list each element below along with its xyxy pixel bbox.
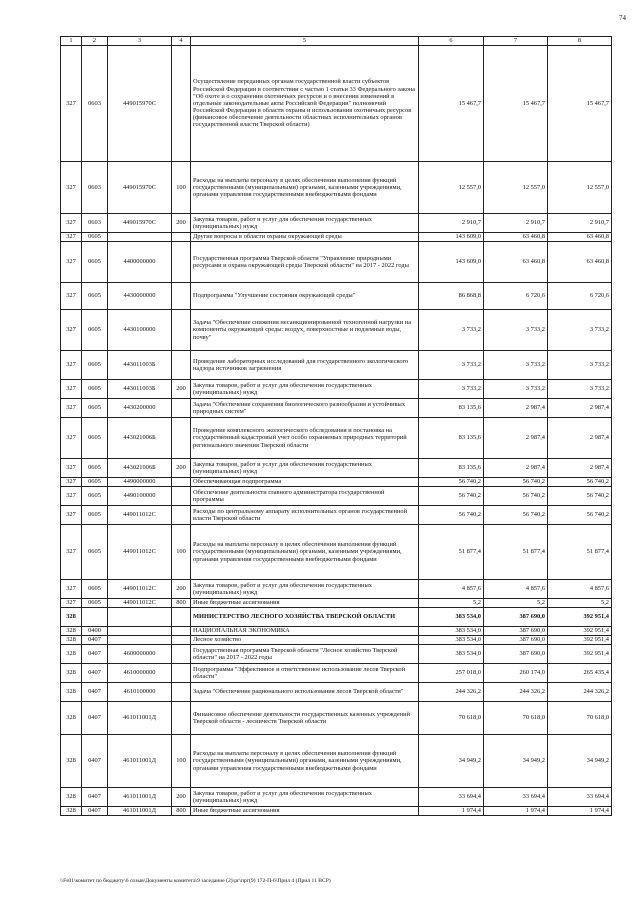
amount-year3-cell: 392 951,4 — [548, 627, 612, 636]
amount-year1-cell: 244 326,2 — [419, 683, 484, 702]
ved-code-cell: 328 — [61, 664, 82, 683]
expense-type-cell — [172, 487, 191, 506]
amount-year1-cell: 34 949,2 — [419, 735, 484, 788]
expense-type-cell: 100 — [172, 162, 191, 214]
amount-year3-cell: 15 467,7 — [548, 46, 612, 162]
section-code-cell: 0407 — [82, 702, 108, 735]
section-code-cell: 0605 — [82, 478, 108, 487]
amount-year2-cell: 12 557,0 — [484, 162, 548, 214]
amount-year2-cell: 387 690,0 — [484, 627, 548, 636]
target-article-cell: 461011001Д — [108, 807, 172, 816]
amount-year3-cell: 56 740,2 — [548, 487, 612, 506]
target-article-cell: 4400000000 — [108, 242, 172, 283]
target-article-cell: 443021006Б — [108, 459, 172, 478]
section-code-cell: 0605 — [82, 506, 108, 525]
description-cell: Подпрограмма "Эффективное и ответственное использование лесов Тверской области" — [191, 664, 419, 683]
expense-type-cell — [172, 310, 191, 351]
table-row — [61, 351, 612, 380]
amount-year2-cell: 63 460,8 — [484, 233, 548, 242]
ved-code-cell: 327 — [61, 46, 82, 162]
expense-type-cell — [172, 506, 191, 525]
description-cell: Закупка товаров, работ и услуг для обеспечения государственных (муниципальных) нужд — [191, 459, 419, 478]
section-code-cell: 0605 — [82, 283, 108, 310]
table-row — [61, 683, 612, 702]
amount-year2-cell: 63 460,8 — [484, 242, 548, 283]
expense-type-cell — [172, 702, 191, 735]
description-cell: Закупка товаров, работ и услуг для обеспечения государственных (муниципальных) нужд — [191, 788, 419, 807]
amount-year1-cell: 83 135,6 — [419, 399, 484, 418]
table-row — [61, 380, 612, 399]
page-number: 74 — [619, 14, 626, 22]
expense-type-cell: 100 — [172, 525, 191, 580]
amount-year2-cell: 4 857,6 — [484, 580, 548, 599]
table-row — [61, 636, 612, 645]
amount-year3-cell: 1 974,4 — [548, 807, 612, 816]
column-header: 5 — [191, 37, 419, 46]
expense-type-cell — [172, 233, 191, 242]
table-row — [61, 599, 612, 608]
expense-type-cell — [172, 636, 191, 645]
amount-year3-cell: 3 733,2 — [548, 380, 612, 399]
amount-year2-cell: 56 740,2 — [484, 478, 548, 487]
target-article-cell: 443021006Б — [108, 418, 172, 459]
amount-year1-cell: 56 740,2 — [419, 506, 484, 525]
description-cell: Лесное хозяйство — [191, 636, 419, 645]
description-cell: Расходы на выплаты персоналу в целях обеспечения выполнения функций государственными (муниципальными) органами, казенными учреждениями, органами управления государственными внебюджетными фондами — [191, 735, 419, 788]
target-article-cell: 4490000000 — [108, 478, 172, 487]
amount-year2-cell: 15 467,7 — [484, 46, 548, 162]
amount-year3-cell: 70 618,0 — [548, 702, 612, 735]
table-row — [61, 283, 612, 310]
amount-year3-cell: 2 910,7 — [548, 214, 612, 233]
ved-code-cell: 328 — [61, 702, 82, 735]
expense-type-cell: 200 — [172, 214, 191, 233]
table-row — [61, 214, 612, 233]
description-cell: Расходы на выплаты персоналу в целях обеспечения выполнения функций государственными (муниципальными) органами, казенными учреждениями, органами управления государственными внебюджетными фондами — [191, 162, 419, 214]
section-code-cell: 0407 — [82, 645, 108, 664]
table-row — [61, 46, 612, 162]
section-code-cell: 0605 — [82, 418, 108, 459]
table-row — [61, 807, 612, 816]
table-row — [61, 418, 612, 459]
ved-code-cell: 327 — [61, 214, 82, 233]
description-cell: Обеспечение деятельности главного администратора государственной программы — [191, 487, 419, 506]
section-code-cell: 0407 — [82, 807, 108, 816]
amount-year3-cell: 6 720,6 — [548, 283, 612, 310]
description-cell: Иные бюджетные ассигнования — [191, 599, 419, 608]
amount-year1-cell: 5,2 — [419, 599, 484, 608]
ved-code-cell: 327 — [61, 233, 82, 242]
amount-year2-cell: 3 733,2 — [484, 310, 548, 351]
amount-year2-cell: 244 326,2 — [484, 683, 548, 702]
expense-type-cell: 200 — [172, 788, 191, 807]
amount-year3-cell: 2 987,4 — [548, 399, 612, 418]
amount-year2-cell: 6 720,6 — [484, 283, 548, 310]
target-article-cell: 4610000000 — [108, 664, 172, 683]
target-article-cell: 449015970С — [108, 162, 172, 214]
ved-code-cell: 327 — [61, 487, 82, 506]
column-header: 1 — [61, 37, 82, 46]
table-row — [61, 310, 612, 351]
amount-year1-cell: 3 733,2 — [419, 310, 484, 351]
amount-year2-cell: 70 618,0 — [484, 702, 548, 735]
amount-year3-cell: 56 740,2 — [548, 478, 612, 487]
expense-type-cell — [172, 627, 191, 636]
amount-year1-cell: 383 534,0 — [419, 608, 484, 627]
expense-type-cell — [172, 283, 191, 310]
column-header: 4 — [172, 37, 191, 46]
amount-year2-cell: 387 690,0 — [484, 645, 548, 664]
table-row — [61, 608, 612, 627]
budget-table — [60, 36, 612, 816]
ved-code-cell: 328 — [61, 636, 82, 645]
target-article-cell: 4430000000 — [108, 283, 172, 310]
amount-year1-cell: 257 018,0 — [419, 664, 484, 683]
expense-type-cell — [172, 608, 191, 627]
amount-year2-cell: 5,2 — [484, 599, 548, 608]
section-code-cell: 0407 — [82, 636, 108, 645]
amount-year3-cell: 2 987,4 — [548, 418, 612, 459]
table-row — [61, 735, 612, 788]
ved-code-cell: 327 — [61, 399, 82, 418]
section-code-cell: 0605 — [82, 310, 108, 351]
expense-type-cell: 800 — [172, 599, 191, 608]
description-cell: Финансовое обеспечение деятельности государственных казенных учреждений Тверской области - лесничеств Тверской области — [191, 702, 419, 735]
amount-year2-cell: 56 740,2 — [484, 487, 548, 506]
target-article-cell — [108, 636, 172, 645]
amount-year2-cell: 1 974,4 — [484, 807, 548, 816]
table-row — [61, 645, 612, 664]
amount-year1-cell: 83 135,6 — [419, 418, 484, 459]
amount-year1-cell: 3 733,2 — [419, 380, 484, 399]
target-article-cell: 4490100000 — [108, 487, 172, 506]
ved-code-cell: 327 — [61, 242, 82, 283]
ved-code-cell: 328 — [61, 735, 82, 788]
ved-code-cell: 327 — [61, 525, 82, 580]
amount-year2-cell: 2 987,4 — [484, 399, 548, 418]
section-code-cell: 0603 — [82, 46, 108, 162]
table-row — [61, 233, 612, 242]
expense-type-cell: 100 — [172, 735, 191, 788]
target-article-cell: 461011001Д — [108, 735, 172, 788]
section-code-cell: 0407 — [82, 735, 108, 788]
amount-year2-cell: 260 174,0 — [484, 664, 548, 683]
section-code-cell: 0605 — [82, 459, 108, 478]
amount-year1-cell: 86 868,8 — [419, 283, 484, 310]
target-article-cell: 449011012С — [108, 599, 172, 608]
amount-year3-cell: 33 694,4 — [548, 788, 612, 807]
ved-code-cell: 327 — [61, 380, 82, 399]
ved-code-cell: 327 — [61, 506, 82, 525]
expense-type-cell — [172, 478, 191, 487]
section-code-cell: 0605 — [82, 380, 108, 399]
description-cell: Государственная программа Тверской области "Управление природными ресурсами и охрана окружающей среды Тверской области" на 2017 - 2022 годы — [191, 242, 419, 283]
ved-code-cell: 327 — [61, 580, 82, 599]
table-row — [61, 788, 612, 807]
ved-code-cell: 327 — [61, 351, 82, 380]
amount-year1-cell: 383 534,0 — [419, 627, 484, 636]
target-article-cell: 449011012С — [108, 580, 172, 599]
ved-code-cell: 328 — [61, 683, 82, 702]
description-cell: Закупка товаров, работ и услуг для обеспечения государственных (муниципальных) нужд — [191, 580, 419, 599]
description-cell: Расходы по центральному аппарату исполнительных органов государственной власти Тверской области — [191, 506, 419, 525]
section-code-cell: 0603 — [82, 214, 108, 233]
ved-code-cell: 328 — [61, 627, 82, 636]
target-article-cell: 4610100000 — [108, 683, 172, 702]
section-code-cell: 0407 — [82, 683, 108, 702]
column-header: 2 — [82, 37, 108, 46]
footer-file-path: \\Fs01\комитет по бюджету\6 созыв\Документы комитета\9 заседание (2)\рг\прг(9) 172-П-6\Прил 4 (Прил 11 ВСР) — [60, 878, 331, 884]
description-cell: Задача "Обеспечение сохранения биологического разнообразия и устойчивых природных систем" — [191, 399, 419, 418]
amount-year3-cell: 34 949,2 — [548, 735, 612, 788]
description-cell: Закупка товаров, работ и услуг для обеспечения государственных (муниципальных) нужд — [191, 214, 419, 233]
description-cell: Обеспечивающая подпрограмма — [191, 478, 419, 487]
ved-code-cell: 327 — [61, 162, 82, 214]
ved-code-cell: 327 — [61, 418, 82, 459]
target-article-cell: 443011003Б — [108, 351, 172, 380]
column-header: 6 — [419, 37, 484, 46]
amount-year3-cell: 3 733,2 — [548, 310, 612, 351]
description-cell: Задача "Обеспечение рационального использования лесов Тверской области" — [191, 683, 419, 702]
amount-year1-cell: 70 618,0 — [419, 702, 484, 735]
table-row — [61, 702, 612, 735]
target-article-cell: 449015970С — [108, 46, 172, 162]
section-code-cell: 0605 — [82, 599, 108, 608]
section-code-cell: 0603 — [82, 162, 108, 214]
description-cell: Осуществление переданных органам государственной власти субъектов Российской Федерации в соответствии с частью 1 статьи 33 Федерального закона "Об охоте и о сохранении охотничьих ресурсов и о внесении изменений в отдельные законодательные акты Российской Федерации" полномочий Российской Федерации в области охраны и использования охотничьих ресурсов (финансовое обеспечение деятельности областных исполнительных органов государственной власти Тверской области) — [191, 46, 419, 162]
expense-type-cell: 200 — [172, 580, 191, 599]
amount-year1-cell: 51 877,4 — [419, 525, 484, 580]
target-article-cell: 4430100000 — [108, 310, 172, 351]
section-code-cell: 0407 — [82, 788, 108, 807]
amount-year3-cell: 244 326,2 — [548, 683, 612, 702]
amount-year1-cell: 12 557,0 — [419, 162, 484, 214]
amount-year1-cell: 56 740,2 — [419, 478, 484, 487]
expense-type-cell — [172, 399, 191, 418]
amount-year3-cell: 56 740,2 — [548, 506, 612, 525]
amount-year3-cell: 63 460,8 — [548, 233, 612, 242]
section-code-cell: 0605 — [82, 580, 108, 599]
expense-type-cell — [172, 645, 191, 664]
target-article-cell: 461011001Д — [108, 702, 172, 735]
amount-year3-cell: 265 435,4 — [548, 664, 612, 683]
expense-type-cell: 200 — [172, 380, 191, 399]
amount-year2-cell: 387 690,0 — [484, 636, 548, 645]
ved-code-cell: 327 — [61, 599, 82, 608]
description-cell: Подпрограмма "Улучшение состояния окружающей среды" — [191, 283, 419, 310]
description-cell: Расходы на выплаты персоналу в целях обеспечения выполнения функций государственными (муниципальными) органами, казенными учреждениями, органами управления государственными внебюджетными фондами — [191, 525, 419, 580]
amount-year3-cell: 5,2 — [548, 599, 612, 608]
section-code-cell: 0605 — [82, 242, 108, 283]
expense-type-cell — [172, 242, 191, 283]
amount-year2-cell: 33 694,4 — [484, 788, 548, 807]
amount-year1-cell: 3 733,2 — [419, 351, 484, 380]
table-row — [61, 627, 612, 636]
ved-code-cell: 328 — [61, 807, 82, 816]
expense-type-cell — [172, 683, 191, 702]
description-cell: НАЦИОНАЛЬНАЯ ЭКОНОМИКА — [191, 627, 419, 636]
target-article-cell: 443011003Б — [108, 380, 172, 399]
expense-type-cell: 200 — [172, 459, 191, 478]
table-row — [61, 399, 612, 418]
table-row — [61, 664, 612, 683]
amount-year2-cell: 2 910,7 — [484, 214, 548, 233]
amount-year1-cell: 2 910,7 — [419, 214, 484, 233]
target-article-cell: 4430200000 — [108, 399, 172, 418]
description-cell: Государственная программа Тверской области "Лесное хозяйство Тверской области" на 2017 - 2022 годы — [191, 645, 419, 664]
table-row — [61, 506, 612, 525]
ved-code-cell: 328 — [61, 608, 82, 627]
amount-year1-cell: 15 467,7 — [419, 46, 484, 162]
section-code-cell: 0605 — [82, 233, 108, 242]
table-row — [61, 580, 612, 599]
section-code-cell: 0400 — [82, 627, 108, 636]
target-article-cell: 449015970С — [108, 214, 172, 233]
description-cell: Проведение комплексного экологического обследования и постановка на государственный кадастровый учет особо охраняемых природных территорий регионального значения Тверской области — [191, 418, 419, 459]
amount-year1-cell: 33 694,4 — [419, 788, 484, 807]
description-cell: Проведение лабораторных исследований для государственного экологического надзора источников загрязнения — [191, 351, 419, 380]
ved-code-cell: 327 — [61, 310, 82, 351]
amount-year1-cell: 143 609,0 — [419, 242, 484, 283]
amount-year2-cell: 2 987,4 — [484, 459, 548, 478]
section-code-cell — [82, 608, 108, 627]
ved-code-cell: 328 — [61, 645, 82, 664]
column-number-row — [61, 37, 612, 46]
amount-year2-cell: 3 733,2 — [484, 351, 548, 380]
expense-type-cell — [172, 351, 191, 380]
amount-year1-cell: 4 857,6 — [419, 580, 484, 599]
amount-year3-cell: 2 987,4 — [548, 459, 612, 478]
table-row — [61, 242, 612, 283]
amount-year2-cell: 3 733,2 — [484, 380, 548, 399]
target-article-cell — [108, 233, 172, 242]
description-cell: Задача "Обеспечение снижения несанкционированной техногенной нагрузки на компоненты окружающей среды: воздух, поверхностные и подземные воды, почву" — [191, 310, 419, 351]
amount-year2-cell: 34 949,2 — [484, 735, 548, 788]
description-cell: Иные бюджетные ассигнования — [191, 807, 419, 816]
expense-type-cell — [172, 664, 191, 683]
ved-code-cell: 328 — [61, 788, 82, 807]
ved-code-cell: 327 — [61, 459, 82, 478]
section-code-cell: 0605 — [82, 351, 108, 380]
amount-year3-cell: 392 951,4 — [548, 645, 612, 664]
table-row — [61, 487, 612, 506]
section-code-cell: 0407 — [82, 664, 108, 683]
amount-year3-cell: 3 733,2 — [548, 351, 612, 380]
amount-year2-cell: 51 877,4 — [484, 525, 548, 580]
amount-year1-cell: 143 609,0 — [419, 233, 484, 242]
table-row — [61, 459, 612, 478]
amount-year1-cell: 383 534,0 — [419, 645, 484, 664]
target-article-cell: 449011012С — [108, 506, 172, 525]
amount-year2-cell: 56 740,2 — [484, 506, 548, 525]
table-row — [61, 478, 612, 487]
section-code-cell: 0605 — [82, 399, 108, 418]
column-header: 7 — [484, 37, 548, 46]
expense-type-cell: 800 — [172, 807, 191, 816]
amount-year3-cell: 392 951,4 — [548, 636, 612, 645]
description-cell: Закупка товаров, работ и услуг для обеспечения государственных (муниципальных) нужд — [191, 380, 419, 399]
amount-year1-cell: 383 534,0 — [419, 636, 484, 645]
target-article-cell: 4600000000 — [108, 645, 172, 664]
budget-table-body — [61, 46, 612, 816]
expense-type-cell — [172, 418, 191, 459]
table-row — [61, 162, 612, 214]
amount-year3-cell: 392 951,4 — [548, 608, 612, 627]
amount-year3-cell: 51 877,4 — [548, 525, 612, 580]
amount-year3-cell: 12 557,0 — [548, 162, 612, 214]
table-row — [61, 525, 612, 580]
amount-year1-cell: 83 135,6 — [419, 459, 484, 478]
description-cell: Другие вопросы в области охраны окружающей среды — [191, 233, 419, 242]
amount-year3-cell: 4 857,6 — [548, 580, 612, 599]
amount-year2-cell: 387 690,0 — [484, 608, 548, 627]
column-header: 8 — [548, 37, 612, 46]
amount-year1-cell: 1 974,4 — [419, 807, 484, 816]
amount-year3-cell: 63 460,8 — [548, 242, 612, 283]
section-code-cell: 0605 — [82, 487, 108, 506]
ved-code-cell: 327 — [61, 478, 82, 487]
target-article-cell: 449011012С — [108, 525, 172, 580]
section-code-cell: 0605 — [82, 525, 108, 580]
expense-type-cell — [172, 46, 191, 162]
amount-year1-cell: 56 740,2 — [419, 487, 484, 506]
amount-year2-cell: 2 987,4 — [484, 418, 548, 459]
description-cell: МИНИСТЕРСТВО ЛЕСНОГО ХОЗЯЙСТВА ТВЕРСКОЙ ОБЛАСТИ — [191, 608, 419, 627]
target-article-cell: 461011001Д — [108, 788, 172, 807]
column-header: 3 — [108, 37, 172, 46]
ved-code-cell: 327 — [61, 283, 82, 310]
target-article-cell — [108, 608, 172, 627]
target-article-cell — [108, 627, 172, 636]
